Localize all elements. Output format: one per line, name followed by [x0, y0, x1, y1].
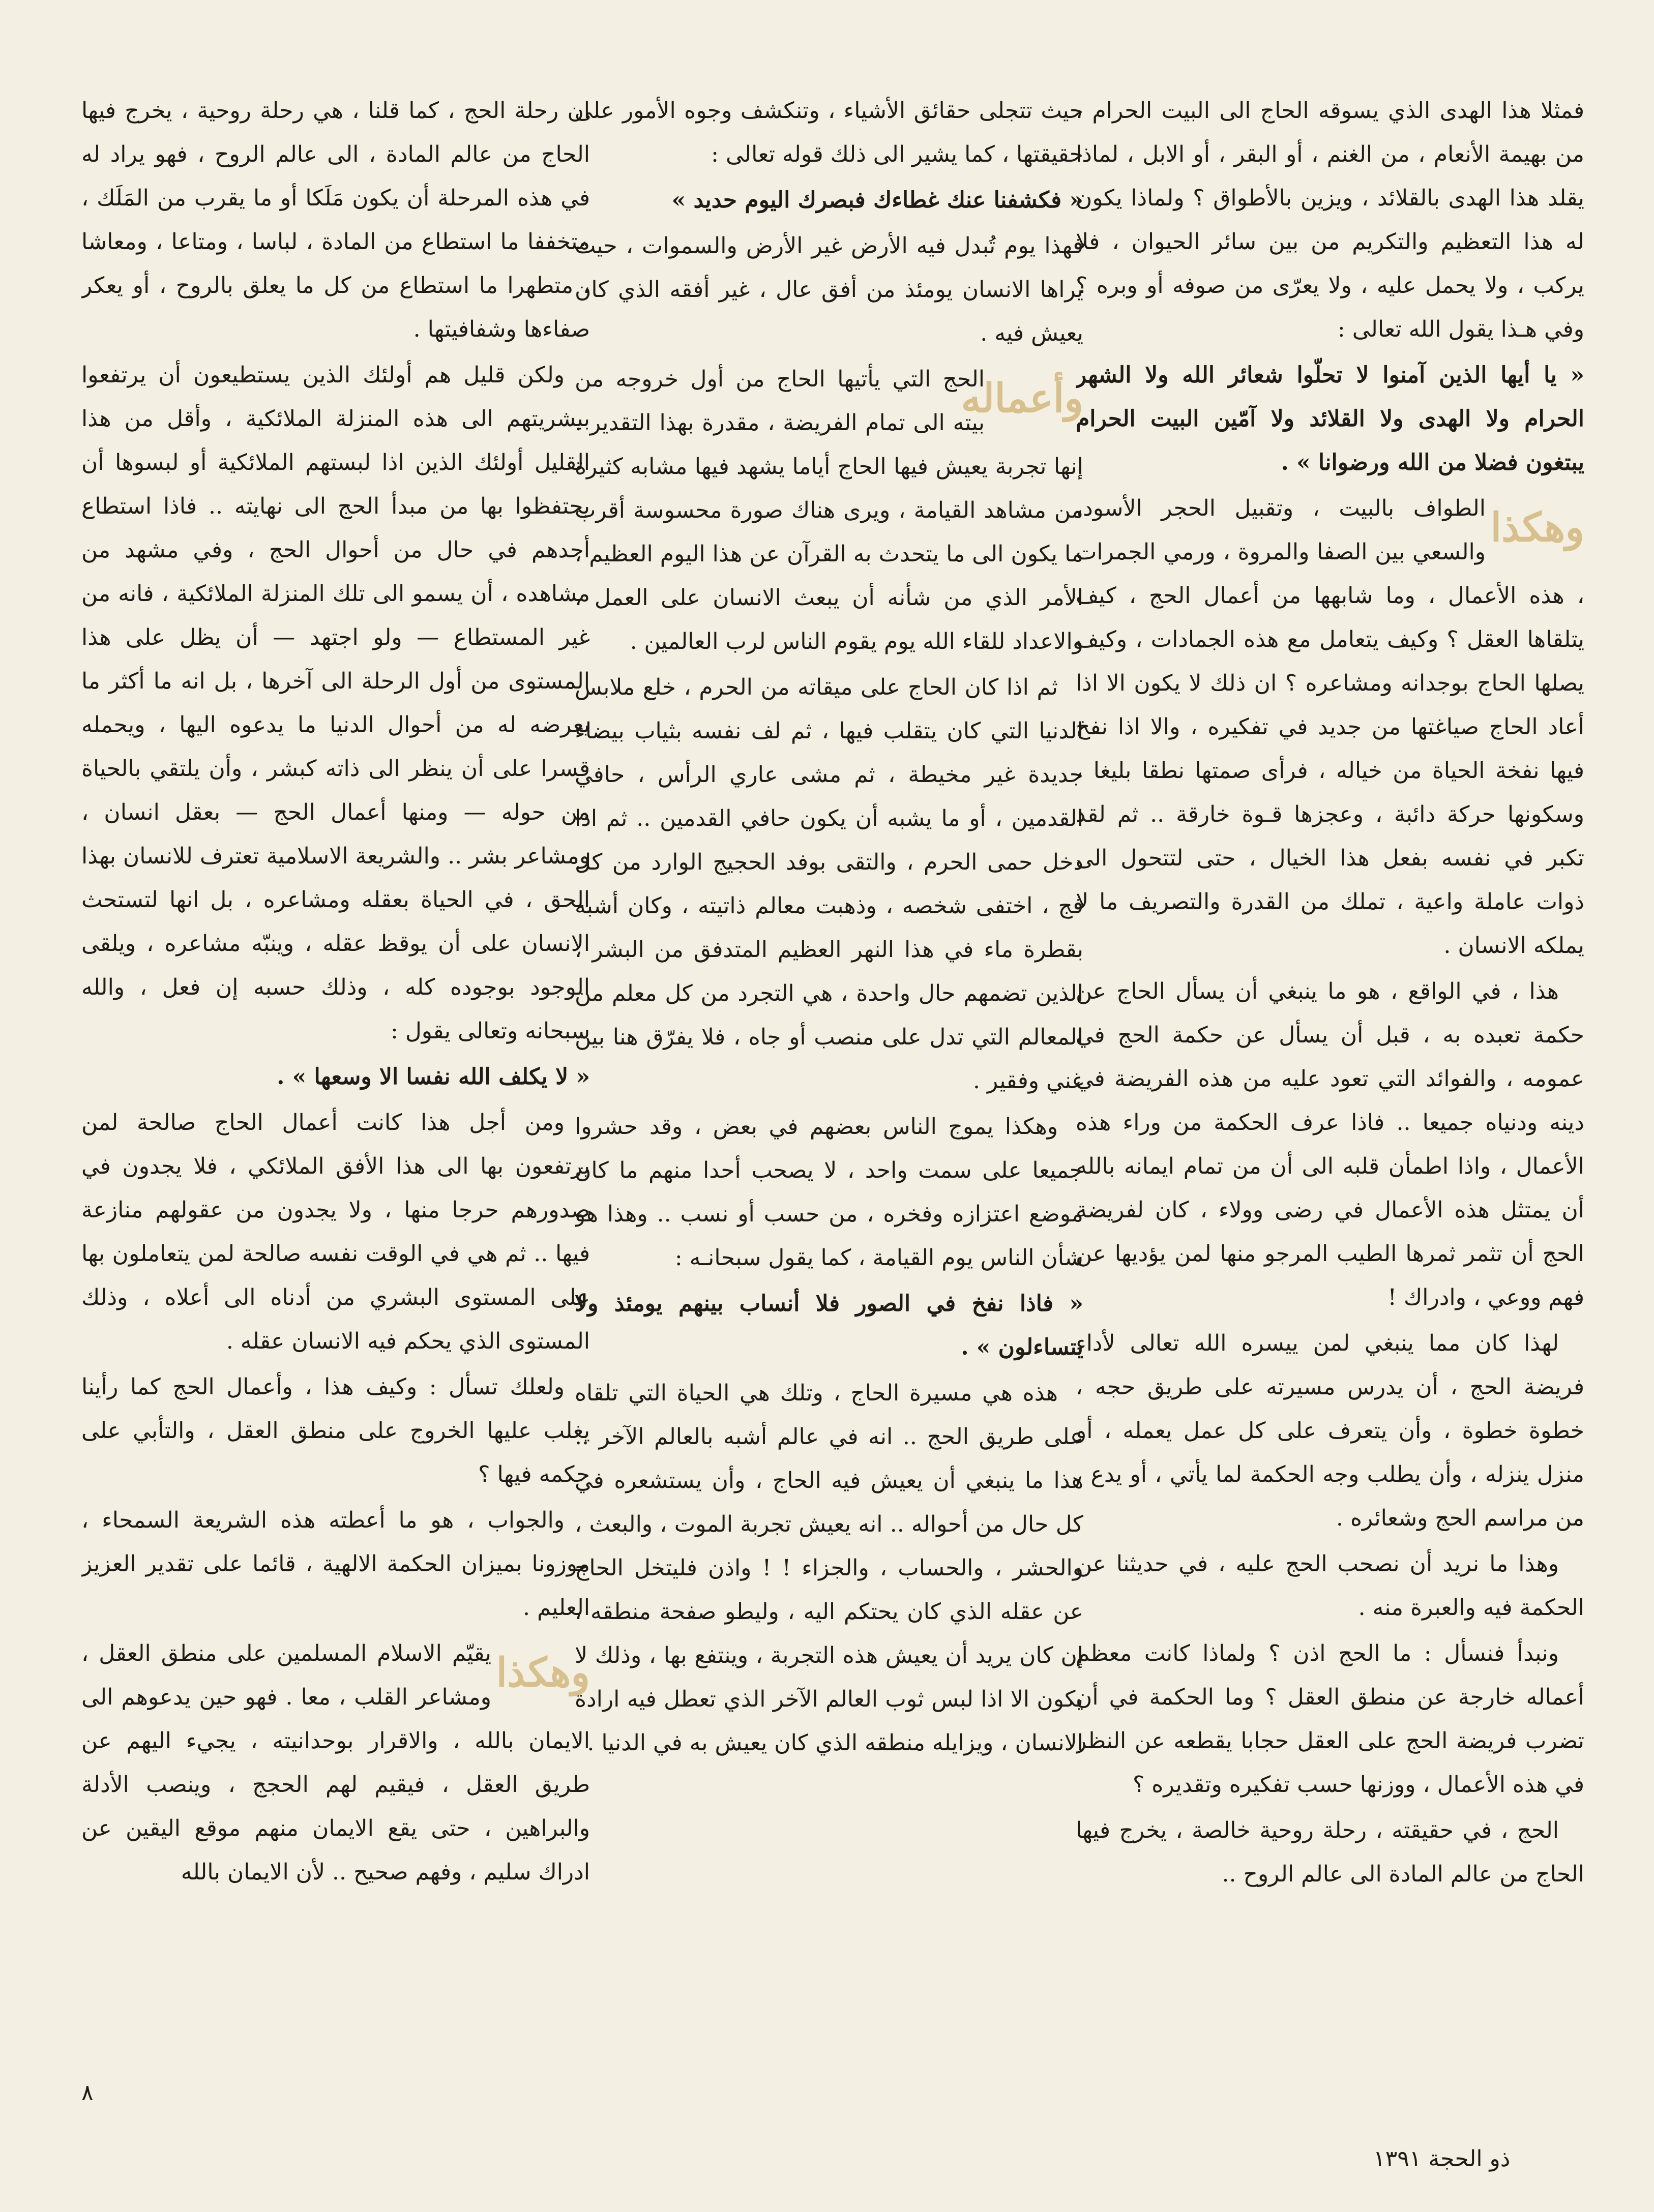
paragraph: فمثلا هذا الهدى الذي يسوقه الحاج الى البيت الحرام ، من بهيمة الأنعام ، من الغنم ، أو البقر ، أو الابل ، لماذا يقلد هذا الهدى بالقلائد ، ويزين بالأطواق ؟ ولماذا يكون له هذا التعظيم والتكريم من بين سائر الحيوان ، فلا يركب ، ولا يحمل عليه ، ولا يعرّى من صوفه أو وبره ؟ وفي هـذا يقول الله تعالى :	[1076, 98, 1584, 342]
paragraph: ولعلك تسأل : وكيف هذا ، وأعمال الحج كما رأينا يغلب عليها الخروج على منطق العقل ، والتأبي على حكمه فيها ؟	[81, 1374, 590, 1487]
quran-verse: « فكشفنا عنك غطاءك فبصرك اليوم حديد »	[671, 187, 1083, 213]
paragraph-text: الحج التي يأتيها الحاج من أول خروجه من بيته الى تمام الفريضة ، مقدرة بهذا التقدير . إنها تجربة يعيش فيها الحاج أياما يشهد فيها مشابه كثيرة من مشاهد القيامة ، ويرى هناك صورة محسوسة أقرب ما يكون الى ما يتحدث به القرآن عن هذا اليوم العظيم ، الأمر الذي من شأنه أن يبعث الانسان على العمل ، والاعداد للقاء الله يوم يقوم الناس لرب العالمين .	[575, 366, 1083, 654]
paragraph: ان رحلة الحج ، كما قلنا ، هي رحلة روحية ، يخرج فيها الحاج من عالم المادة ، الى عالم الروح ، فهو يراد له في هذه المرحلة أن يكون مَلَكا أو ما يقرب من المَلَك ، متخففا ما استطاع من المادة ، لباسا ، ومتاعا ، ومعاشا ، متطهرا ما استطاع من كل ما يعلق بالروح ، أو يعكر صفاءها وشفافيتها .	[81, 98, 590, 342]
paragraph: وهكذا يموج الناس بعضهم في بعض ، وقد حشروا جميعا على سمت واحد ، لا يصحب أحدا منهم ما كان موضع اعتزازه وفخره ، من حسب أو نسب .. وهذا هو شأن الناس يوم القيامة ، كما يقول سبحانـه :	[575, 1114, 1083, 1271]
quran-verse: « يا أيها الذين آمنوا لا تحلّوا شعائر الله ولا الشهر الحرام ولا الهدى ولا القلائد ولا آمّين البيت الحرام يبتغون فضلا من الله ورضوانا » .	[1076, 362, 1584, 475]
paragraph: حيث تتجلى حقائق الأشياء ، وتنكشف وجوه الأمور على حقيقتها ، كما يشير الى ذلك قوله تعالى :	[575, 98, 1083, 167]
paragraph: الحج ، في حقيقته ، رحلة روحية خالصة ، يخرج فيها الحاج من عالم المادة الى عالم الروح ..	[1076, 1817, 1584, 1887]
article-column-middle	[575, 89, 1083, 2082]
paragraph: هذه هي مسيرة الحاج ، وتلك هي الحياة التي تلقاه على طريق الحج .. انه في عالم أشبه بالعالم الآخر .. هذا ما ينبغي أن يعيش فيه الحاج ، وأن يستشعره في كل حال من أحواله .. انه يعيش تجربة الموت ، والبعث ، والحشر ، والحساب ، والجزاء ! ! واذن فليتخل الحاج عن عقله الذي كان يحتكم اليه ، وليطو صفحة منطقه ، إن كان يريد أن يعيش هذه التجربة ، وينتفع بها ، وذلك لا يكون الا اذا لبس ثوب العالم الآخر الذي تعطل فيه ارادة الانسان ، ويزايله منطقه الذي كان يعيش به في الدنيا .	[575, 1380, 1083, 1756]
paragraph: ومن أجل هذا كانت أعمال الحاج صالحة لمن يرتفعون بها الى هذا الأفق الملائكي ، فلا يجدون في صدورهم حرجا منها ، ولا يجدون من عقولهم منازعة فيها .. ثم هي في الوقت نفسه صالحة لمن يتعاملون بها على المستوى البشري من أدناه الى أعلاه ، وذلك المستوى الذي يحكم فيه الانسان عقله .	[81, 1110, 590, 1354]
paragraph: هذا ، في الواقع ، هو ما ينبغي أن يسأل الحاج عن حكمة تعبده به ، قبل أن يسأل عن حكمة الحج في عمومه ، والفوائد التي تعود عليه من هذه الفريضة في دينه ودنياه جميعا .. فاذا عرف الحكمة من وراء هذه الأعمال ، واذا اطمأن قلبه الى أن من تمام ايمانه بالله أن يمتثل هذه الأعمال في رضى وولاء ، كان لفريضة الحج أن تثمر ثمرها الطيب المرجو منها لمن يؤديها عن فهم ووعي ، وادراك !	[1076, 978, 1584, 1310]
quran-verse: « فاذا نفخ في الصور فلا أنساب بينهم يومئذ ولا يتساءلون » .	[575, 1291, 1083, 1360]
decorative-initial-word: وهكذا	[496, 1650, 590, 1696]
paragraph: والجواب ، هو ما أعطته هذه الشريعة السمحاء ، موزونا بميزان الحكمة الالهية ، قائما على تقدير العزيز العليم .	[81, 1507, 590, 1621]
paragraph: ونبدأ فنسأل : ما الحج اذن ؟ ولماذا كانت معظم أعماله خارجة عن منطق العقل ؟ وما الحكمة في أن تضرب فريضة الحج على العقل حجابا يقطعه عن النظر في هذه الأعمال ، ووزنها حسب تفكيره وتقديره ؟	[1076, 1640, 1584, 1798]
decorative-initial-word: وهكذا	[1490, 504, 1584, 551]
paragraph-text: يقيّم الاسلام المسلمين على منطق العقل ، ومشاعر القلب ، معا . فهو حين يدعوهم الى الايمان بالله ، والاقرار بوحدانيته ، يجيء اليهم عن طريق العقل ، فيقيم لهم الحجج ، وينصب الأدلة والبراهين ، حتى يقع الايمان منهم موقع اليقين عن ادراك سليم ، وفهم صحيح .. لأن الايمان بالله	[81, 1640, 590, 1885]
article-column-right	[1076, 89, 1584, 2082]
paragraph-text: الطواف بالبيت ، وتقبيل الحجر الأسود، والسعي بين الصفا والمروة ، ورمي الجمرات ، هذه الأعمال ، وما شابهها من أعمال الحج ، كيف يتلقاها العقل ؟ وكيف يتعامل مع هذه الجمادات ، وكيف يصلها الحاج بوجدانه ومشاعره ؟ ان ذلك لا يكون الا اذا أعاد الحاج صياغتها من جديد في تفكيره ، والا اذا نفخ فيها نفخة الحياة من خياله ، فرأى صمتها نطقا بليغا ، وسكونها حركة دائبة ، وعجزها قـوة خارقة .. ثم لقد تكبر في نفسه بفعل هذا الخيال ، حتى لتتحول الى ذوات عاملة واعية ، تملك من القدرة والتصريف ما لا يملكه الانسان .	[1076, 495, 1584, 959]
paragraph	[575, 357, 1083, 664]
paragraph: فهذا يوم تُبدل فيه الأرض غير الأرض والسموات ، حيث يراها الانسان يومئذ من أفق عال ، غير أفقه الذي كان يعيش فيه .	[575, 233, 1083, 346]
paragraph	[81, 1632, 590, 1894]
paragraph: ثم اذا كان الحاج على ميقاته من الحرم ، خلع ملابس الدنيا التي كان يتقلب فيها ، ثم لف نفسه بثياب بيضاء جديدة غير مخيطة ، ثم مشى عاري الرأس ، حافي القدمين ، أو ما يشبه أن يكون حافي القدمين .. ثم اذا دخل حمى الحرم ، والتقى بوفد الحجيج الوارد من كل فج ، اختفى شخصه ، وذهبت معالم ذاتيته ، وكان أشبه بقطرة ماء في هذا النهر العظيم المتدفق من البشر ، الذين تضمهم حال واحدة ، هي التجرد من كل معلم من المعالم التي تدل على منصب أو جاه ، فلا يفرّق هنا بين غني وفقير .	[575, 674, 1083, 1094]
paragraph: لهذا كان مما ينبغي لمن ييسره الله تعالى لأداء فريضة الحج ، أن يدرس مسيرته على طريق حجه ، خطوة خطوة ، وأن يتعرف على كل عمل يعمله ، أو منزل ينزله ، وأن يطلب وجه الحكمة لما يأتي ، أو يدع ، من مراسم الحج وشعائره .	[1076, 1330, 1584, 1531]
paragraph	[1076, 487, 1584, 968]
issue-date: ذو الحجة ١٣٩١	[1373, 2146, 1511, 2172]
page-number: ٨	[81, 2080, 94, 2106]
paragraph: ولكن قليل هم أولئك الذين يستطيعون أن يرتفعوا ببشريتهم الى هذه المنزلة الملائكية ، وأقل من هذا القليل أولئك الذين اذا لبستهم الملائكية أو لبسوها أن يحتفظوا بها من مبدأ الحج الى نهايته .. فاذا استطاع أحدهم في حال من أحوال الحج ، وفي مشهد من مشاهده ، أن يسمو الى تلك المنزلة الملائكية ، فانه من غير المستطاع — ولو اجتهد — أن يظل على هذا المستوى من أول الرحلة الى آخرها ، بل انه ما أكثر ما يعرضه له من أحوال الدنيا ما يدعوه اليها ، ويحمله قسرا على أن ينظر الى ذاته كبشر ، وأن يلتقي بالحياة من حوله — ومنها أعمال الحج — بعقل انسان ، ومشاعر بشر .. والشريعة الاسلامية تعترف للانسان بهذا الحق ، في الحياة بعقله ومشاعره ، بل انها لتستحث الانسان على أن يوقظ عقله ، وينبّه مشاعره ، ويلقى الوجود بوجوده كله ، وذلك حسبه إن فعل ، والله سبحانه وتعالى يقول :	[81, 362, 590, 1044]
article-column-left	[81, 89, 590, 2082]
decorative-initial-word: وأعماله	[961, 375, 1083, 422]
paragraph: وهذا ما نريد أن نصحب الحج عليه ، في حديثنا عن الحكمة فيه والعبرة منه .	[1076, 1551, 1584, 1621]
quran-verse: « لا يكلف الله نفسا الا وسعها » .	[277, 1064, 590, 1090]
